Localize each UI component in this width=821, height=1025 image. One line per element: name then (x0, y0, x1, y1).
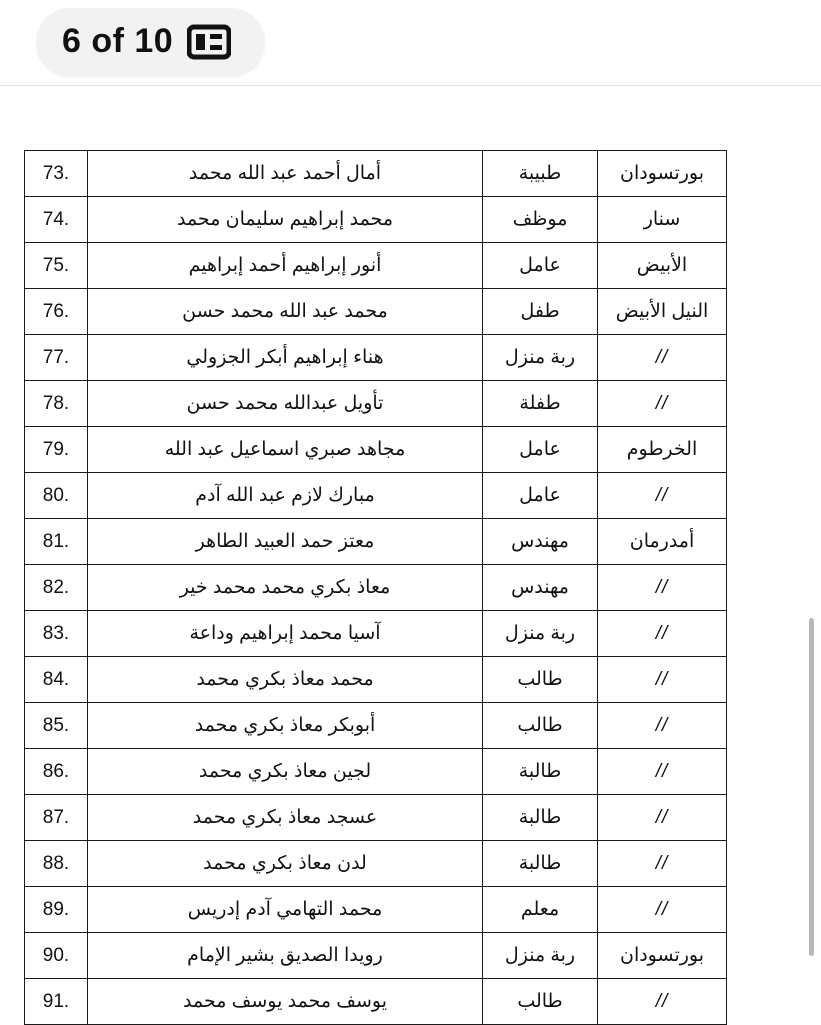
cell-occupation: ربة منزل (483, 933, 598, 979)
cell-occupation: مهندس (483, 565, 598, 611)
cell-place: الأبيض (598, 243, 727, 289)
cell-place: سنار (598, 197, 727, 243)
cell-number: 82. (25, 565, 88, 611)
table-row (25, 565, 727, 611)
cell-occupation: طالب (483, 703, 598, 749)
table-row (25, 243, 727, 289)
table-row (25, 519, 727, 565)
cell-number: 79. (25, 427, 88, 473)
vertical-scrollbar-thumb[interactable] (809, 618, 814, 956)
cell-occupation: طبيبة (483, 151, 598, 197)
table-row (25, 381, 727, 427)
table-row (25, 887, 727, 933)
cell-name: محمد معاذ بكري محمد (88, 657, 483, 703)
cell-occupation: موظف (483, 197, 598, 243)
table-row (25, 933, 727, 979)
page-indicator-icon (187, 24, 231, 60)
cell-number: 89. (25, 887, 88, 933)
cell-number: 85. (25, 703, 88, 749)
cell-name: محمد إبراهيم سليمان محمد (88, 197, 483, 243)
table-row (25, 703, 727, 749)
cell-number: 90. (25, 933, 88, 979)
cell-place: // (598, 979, 727, 1025)
cell-place: // (598, 335, 727, 381)
cell-occupation: طفلة (483, 381, 598, 427)
table-row (25, 795, 727, 841)
cell-place: // (598, 657, 727, 703)
cell-number: 83. (25, 611, 88, 657)
cell-number: 77. (25, 335, 88, 381)
cell-occupation: معلم (483, 887, 598, 933)
table-row (25, 979, 727, 1025)
cell-name: هناء إبراهيم أبكر الجزولي (88, 335, 483, 381)
header-divider (0, 85, 821, 86)
cell-name: عسجد معاذ بكري محمد (88, 795, 483, 841)
cell-occupation: طالبة (483, 749, 598, 795)
table-row (25, 611, 727, 657)
cell-number: 78. (25, 381, 88, 427)
cell-name: أنور إبراهيم أحمد إبراهيم (88, 243, 483, 289)
cell-number: 81. (25, 519, 88, 565)
cell-occupation: عامل (483, 427, 598, 473)
cell-number: 86. (25, 749, 88, 795)
cell-name: محمد التهامي آدم إدريس (88, 887, 483, 933)
table-row (25, 473, 727, 519)
cell-occupation: طفل (483, 289, 598, 335)
cell-place: // (598, 473, 727, 519)
cell-name: أبوبكر معاذ بكري محمد (88, 703, 483, 749)
cell-place: الخرطوم (598, 427, 727, 473)
cell-occupation: عامل (483, 473, 598, 519)
names-table-body (25, 151, 727, 1025)
cell-occupation: طالب (483, 657, 598, 703)
cell-place: النيل الأبيض (598, 289, 727, 335)
cell-name: يوسف محمد يوسف محمد (88, 979, 483, 1025)
cell-name: تأويل عبدالله محمد حسن (88, 381, 483, 427)
cell-name: مبارك لازم عبد الله آدم (88, 473, 483, 519)
names-table-container (42, 150, 727, 1025)
cell-number: 88. (25, 841, 88, 887)
cell-number: 80. (25, 473, 88, 519)
cell-name: معاذ بكري محمد محمد خير (88, 565, 483, 611)
cell-name: لدن معاذ بكري محمد (88, 841, 483, 887)
cell-place: // (598, 749, 727, 795)
table-row (25, 197, 727, 243)
cell-number: 76. (25, 289, 88, 335)
cell-place: // (598, 565, 727, 611)
table-row (25, 289, 727, 335)
table-row (25, 657, 727, 703)
cell-number: 84. (25, 657, 88, 703)
cell-occupation: ربة منزل (483, 611, 598, 657)
page-indicator-label: 6 of 10 (62, 22, 174, 60)
cell-place: بورتسودان (598, 933, 727, 979)
cell-place: // (598, 887, 727, 933)
table-row (25, 749, 727, 795)
cell-place: // (598, 381, 727, 427)
cell-name: محمد عبد الله محمد حسن (88, 289, 483, 335)
cell-place: // (598, 703, 727, 749)
cell-place: // (598, 611, 727, 657)
cell-occupation: ربة منزل (483, 335, 598, 381)
cell-occupation: طالبة (483, 841, 598, 887)
cell-occupation: طالبة (483, 795, 598, 841)
cell-name: آسيا محمد إبراهيم وداعة (88, 611, 483, 657)
cell-place: // (598, 841, 727, 887)
cell-place: بورتسودان (598, 151, 727, 197)
cell-place: أمدرمان (598, 519, 727, 565)
cell-name: معتز حمد العبيد الطاهر (88, 519, 483, 565)
table-row (25, 841, 727, 887)
cell-place: // (598, 795, 727, 841)
cell-occupation: مهندس (483, 519, 598, 565)
cell-name: رويدا الصديق بشير الإمام (88, 933, 483, 979)
cell-name: لجين معاذ بكري محمد (88, 749, 483, 795)
page-indicator-badge[interactable] (36, 8, 265, 77)
table-row (25, 335, 727, 381)
cell-number: 73. (25, 151, 88, 197)
cell-number: 87. (25, 795, 88, 841)
cell-number: 74. (25, 197, 88, 243)
cell-occupation: عامل (483, 243, 598, 289)
vertical-scrollbar[interactable] (812, 0, 818, 1024)
cell-occupation: طالب (483, 979, 598, 1025)
cell-number: 75. (25, 243, 88, 289)
cell-name: مجاهد صبري اسماعيل عبد الله (88, 427, 483, 473)
cell-number: 91. (25, 979, 88, 1025)
table-row (25, 151, 727, 197)
cell-name: أمال أحمد عبد الله محمد (88, 151, 483, 197)
names-table (24, 150, 727, 1025)
table-row (25, 427, 727, 473)
